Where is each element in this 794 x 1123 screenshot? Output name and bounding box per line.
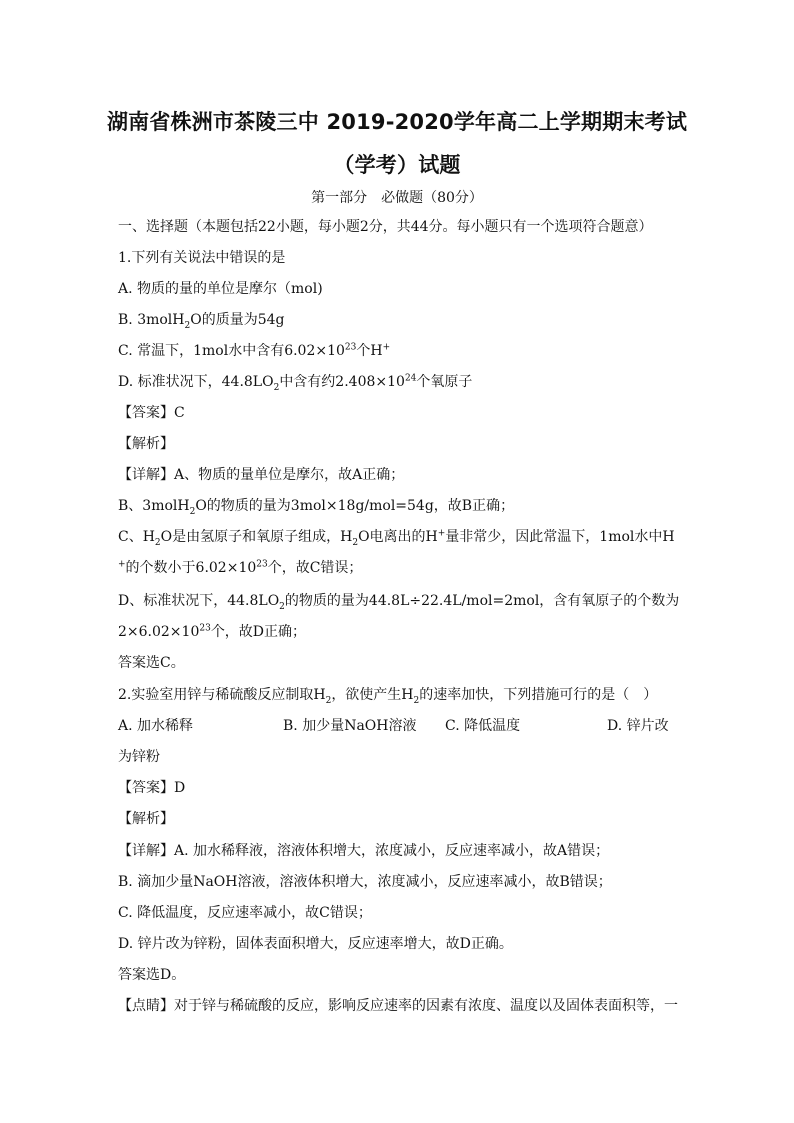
- q1-detail-4-cont: $2\times 6.02\times 10^{23}$个，故D正确；: [118, 623, 307, 640]
- q2-answer: 【答案】D: [118, 780, 186, 796]
- part-heading: 第一部分 必做题（80分）: [311, 190, 483, 206]
- q1-answer: 【答案】C: [118, 405, 185, 421]
- q1-analysis-label: 【解析】: [118, 436, 174, 452]
- q2-option-a: A. 加水稀释: [118, 718, 194, 734]
- q1-detail-3-cont: +的个数小于$6.02\times 10^{23}$个，故C错误；: [118, 559, 363, 576]
- q1-option-c: C. 常温下，1mol水中含有$6.02\times 10^{23}$个H+: [118, 342, 391, 359]
- q2-detail-1: 【详解】A. 加水稀释液，溶液体积增大，浓度减小，反应速率减小，故A错误；: [118, 843, 610, 859]
- section-heading: 一、选择题（本题包括22小题，每小题2分，共44分。每小题只有一个选项符合题意）: [118, 219, 653, 235]
- q2-detail-2: B. 滴加少量NaOH溶液，溶液体积增大，浓度减小，反应速率减小，故B错误；: [118, 874, 612, 890]
- q2-conclusion: 答案选D。: [118, 967, 186, 983]
- q2-option-d: D. 锌片改: [607, 718, 669, 734]
- q2-option-d-cont: 为锌粉: [118, 749, 160, 765]
- q1-option-b: B. 3molH$_2$O的质量为54g: [118, 312, 285, 331]
- q2-option-b: B. 加少量NaOH溶液: [283, 718, 417, 734]
- q2-stem: 2.实验室用锌与稀硫酸反应制取$H_2$，欲使产生$H_2$的速率加快，下列措施可行的是（ ）: [118, 687, 658, 706]
- q2-option-c: C. 降低温度: [445, 718, 521, 734]
- q1-option-a: A. 物质的量的单位是摩尔（mol): [118, 281, 323, 297]
- q1-conclusion: 答案选C。: [118, 655, 185, 671]
- q2-detail-4: D. 锌片改为锌粉，固体表面积增大，反应速率增大，故D正确。: [118, 936, 513, 952]
- q1-detail-2: B、3molH$_2$O的物质的量为3mol×18g/mol=54g，故B正确；: [118, 498, 515, 517]
- q1-detail-1: 【详解】A、物质的量单位是摩尔，故A正确；: [118, 467, 405, 483]
- q1-option-d: D. 标准状况下，$44.8LO_2$中含有约$2.408\times 10^{24}$个氧原子: [118, 373, 473, 393]
- document-title-line2: （学考）试题: [333, 153, 461, 177]
- q1-detail-4: D、标准状况下，$44.8LO_2$的物质的量为44.8L÷22.4L/mol=2mol，含有氧原子的个数为: [118, 593, 680, 612]
- q1-stem: 1.下列有关说法中错误的是: [118, 250, 286, 266]
- q2-analysis-label: 【解析】: [118, 811, 174, 827]
- q2-detail-3: C. 降低温度，反应速率减小，故C错误；: [118, 905, 372, 921]
- q2-comment: 【点睛】对于锌与稀硫酸的反应，影响反应速率的因素有浓度、温度以及固体表面积等，一: [118, 998, 678, 1014]
- q1-detail-3: C、$H_2O$是由氢原子和氧原子组成，$H_2O$电离出的H+量非常少，因此常温下，1mol水中H: [118, 528, 675, 548]
- document-title-line1: 湖南省株洲市茶陵三中 2019-2020学年高二上学期期末考试: [106, 110, 688, 134]
